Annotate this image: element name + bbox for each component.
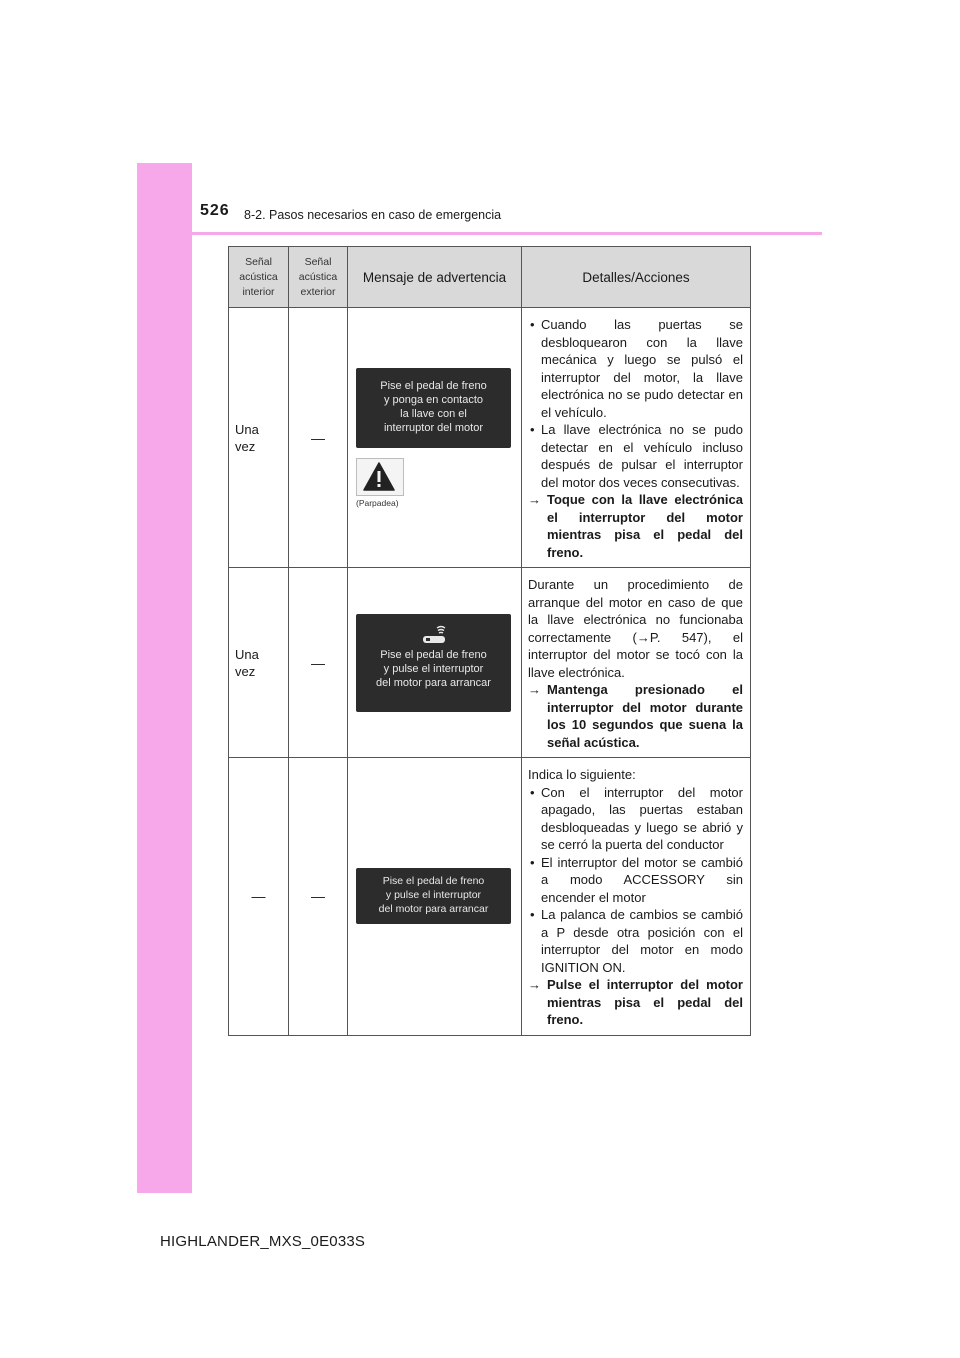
header-message: Mensaje de advertencia: [348, 247, 522, 308]
interior-signal-cell: [229, 308, 289, 568]
screen-line: y ponga en contacto: [383, 393, 484, 406]
exterior-signal-cell: —: [289, 308, 348, 568]
header-exterior-signal: [289, 247, 348, 308]
header-rule: [192, 232, 822, 235]
header-interior-line: Señal: [245, 255, 272, 268]
page-number: 526: [200, 202, 230, 219]
list-item: • Cuando las puertas se desbloquearon con la llave mecánica y luego se pulsó el interruptor del motor, la llave electrónica no se pudo detectar en el vehículo.: [528, 316, 743, 421]
warning-message-cell: [348, 758, 522, 1036]
interior-signal-text: vez: [235, 438, 256, 454]
screen-line: y pulse el interruptor: [385, 889, 482, 902]
details-cell: [522, 758, 751, 1036]
header-exterior-line: exterior: [300, 285, 336, 298]
smart-key-icon: [419, 624, 449, 644]
details-cell: [522, 308, 751, 568]
screen-line: del motor para arrancar: [378, 903, 489, 916]
details-cell: [522, 568, 751, 758]
display-screen: [356, 368, 511, 448]
screen-line: del motor para arrancar: [376, 676, 491, 689]
screen-line: Pise el pedal de freno: [380, 379, 487, 392]
exterior-signal-cell: —: [289, 758, 348, 1036]
table-row: [229, 568, 751, 758]
header-details: Detalles/Acciones: [522, 247, 751, 308]
warning-message-cell: [348, 568, 522, 758]
table-row: [229, 308, 751, 568]
blink-label: (Parpadea): [356, 497, 399, 508]
details-list: [528, 316, 743, 491]
footer-doc-code: HIGHLANDER_MXS_0E033S: [160, 1233, 366, 1250]
interior-signal-cell: —: [229, 758, 289, 1036]
interior-signal-text: vez: [235, 663, 256, 679]
arrow-icon: →: [528, 682, 541, 697]
header-interior-signal: [229, 247, 289, 308]
details-intro: Durante un procedimiento de arranque del motor en caso de que la llave electrónica no funcionaba correctamente (→P. 547), el interruptor del motor se tocó con la llave electrónica.: [528, 577, 743, 680]
interior-signal-text: Una: [235, 421, 259, 437]
header-exterior-line: Señal: [304, 255, 332, 268]
arrow-icon: →: [528, 977, 541, 992]
screen-line: Pise el pedal de freno: [382, 875, 485, 888]
action-text: Pulse el interruptor del motor mientras pisa el pedal del freno.: [547, 977, 743, 1027]
section-title: 8-2. Pasos necesarios en caso de emergencia: [244, 208, 502, 222]
action-instruction: [528, 491, 743, 561]
arrow-icon: →: [528, 492, 541, 507]
action-instruction: [528, 681, 743, 751]
action-text: Toque con la llave electrónica el interruptor del motor mientras pisa el pedal del freno.: [547, 492, 743, 560]
list-item: • La llave electrónica no se pudo detectar en el vehículo incluso después de pulsar el interruptor del motor dos veces consecutivas.: [528, 421, 743, 491]
warning-message-cell: [348, 308, 522, 568]
interior-signal-cell: [229, 568, 289, 758]
screen-line: y pulse el interruptor: [383, 662, 484, 675]
screen-line: interruptor del motor: [383, 421, 484, 434]
interior-signal-text: Una: [235, 646, 259, 662]
list-item: • El interruptor del motor se cambió a modo ACCESSORY sin encender el motor: [528, 854, 743, 907]
table-header-row: [229, 247, 751, 308]
table-row: [229, 758, 751, 1036]
action-instruction: [528, 976, 743, 1029]
screen-line: la llave con el: [400, 407, 467, 420]
action-text: Mantenga presionado el interruptor del motor durante los 10 segundos que suena la señal acústica.: [547, 682, 743, 750]
display-screen: [356, 868, 511, 924]
header-exterior-line: acústica: [298, 270, 338, 283]
exterior-signal-cell: —: [289, 568, 348, 758]
list-item: • La palanca de cambios se cambió a P desde otra posición con el interruptor del motor en modo IGNITION ON.: [528, 906, 743, 976]
list-item: • Con el interruptor del motor apagado, las puertas estaban desbloqueadas y luego se abrió y se cerró la puerta del conductor: [528, 784, 743, 854]
warning-table: [228, 246, 751, 1036]
header-interior-line: interior: [242, 285, 275, 298]
warning-triangle-icon: [356, 458, 404, 496]
details-intro: Indica lo siguiente:: [528, 767, 636, 782]
details-list: [528, 784, 743, 977]
screen-line: Pise el pedal de freno: [380, 648, 487, 661]
display-screen: [356, 614, 511, 712]
chapter-tab-bar: [137, 163, 192, 1193]
header-interior-line: acústica: [239, 270, 278, 283]
